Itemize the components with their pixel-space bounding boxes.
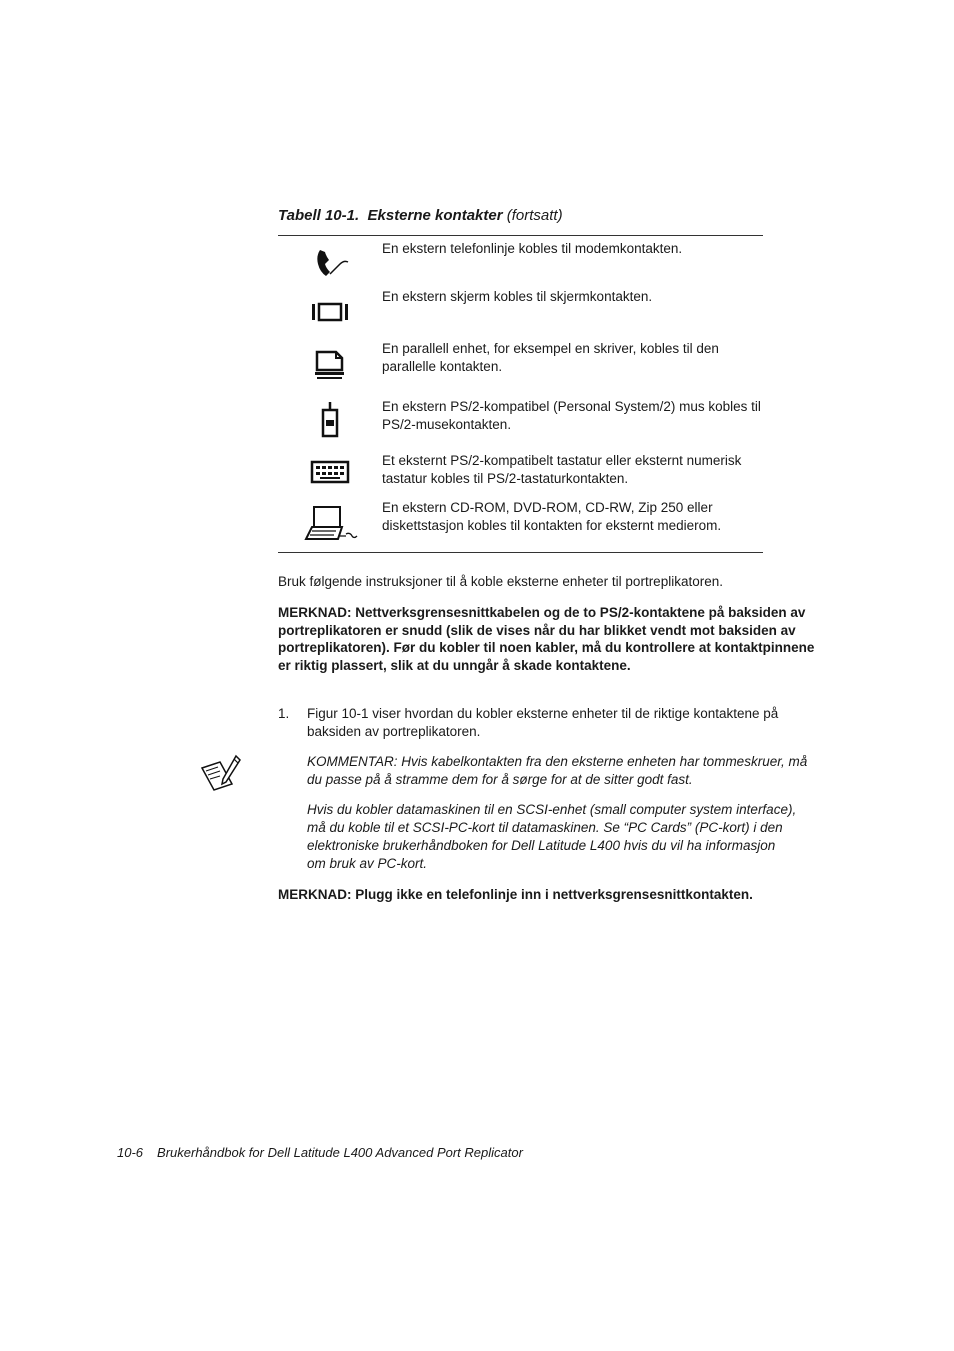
step-number: 1. bbox=[278, 706, 290, 721]
intro-paragraph: Bruk følgende instruksjoner til å koble eksterne enheter til portreplikatoren. bbox=[278, 574, 723, 589]
keyboard-icon bbox=[308, 452, 352, 492]
footer-title: Brukerhåndbok for Dell Latitude L400 Advanced Port Replicator bbox=[157, 1145, 523, 1160]
printer-icon bbox=[308, 344, 352, 384]
page-number: 10-6 bbox=[117, 1145, 144, 1160]
row-description: Et eksternt PS/2-kompatibelt tastatur eller eksternt numerisk tastatur kobles til PS/2-tastaturkontakten. bbox=[382, 453, 742, 486]
row-description: En ekstern CD-ROM, DVD-ROM, CD-RW, Zip 250 eller diskettstasjon kobles til kontakten for eksternt medierom. bbox=[382, 500, 722, 533]
telephone-icon bbox=[308, 242, 352, 282]
row-description: En ekstern PS/2-kompatibel (Personal System/2) mus kobles til PS/2-musekontakten. bbox=[382, 399, 761, 432]
monitor-connector-icon bbox=[308, 292, 352, 332]
row-description: En ekstern skjerm kobles til skjermkontakten. bbox=[382, 289, 653, 304]
row-description: En ekstern telefonlinje kobles til modemkontakten. bbox=[382, 241, 683, 256]
caption-title: Eksterne kontakter bbox=[367, 207, 503, 224]
media-bay-icon bbox=[302, 503, 358, 543]
mouse-icon bbox=[308, 400, 352, 440]
notice-paragraph: MERKNAD: Nettverksgrensesnittkabelen og de to PS/2-kontaktene på baksiden av portreplikatoren er snudd (slik de vises når du har blikket vendt mot baksiden av portreplikatoren). Før du kobler til noen kabler, må du kontrollere at kontaktpinnene er riktig plassert, slik at du unngår å skade kontaktene. bbox=[278, 605, 815, 673]
table-caption bbox=[278, 207, 563, 224]
notice-phone-paragraph: MERKNAD: Plugg ikke en telefonlinje inn i nettverksgrensesnittkontakten. bbox=[278, 887, 753, 902]
comment-scsi-paragraph: Hvis du kobler datamaskinen til en SCSI-enhet (small computer system interface), må du koble til et SCSI-PC-kort til datamaskinen. Se “PC Cards” (PC-kort) i den elektroniske brukerhåndboken for Dell Latitude L400 hvis du vil ha informasjon om bruk av PC-kort. bbox=[307, 802, 797, 871]
step-text: Figur 10-1 viser hvordan du kobler eksterne enheter til de riktige kontaktene på baksiden av portreplikatoren. bbox=[307, 706, 779, 739]
caption-label: Tabell 10-1. bbox=[278, 207, 360, 224]
caption-suffix: (fortsatt) bbox=[506, 207, 563, 224]
note-pencil-icon bbox=[198, 754, 242, 794]
row-description: En parallell enhet, for eksempel en skriver, kobles til den parallelle kontakten. bbox=[382, 341, 719, 374]
table-top-rule bbox=[278, 235, 763, 236]
table-bottom-rule bbox=[278, 552, 763, 553]
page-footer bbox=[117, 1145, 523, 1160]
comment-paragraph: KOMMENTAR: Hvis kabelkontakten fra den eksterne enheten har tommeskruer, må du passe på å stramme dem for å sørge for at de sitter godt fast. bbox=[307, 754, 808, 787]
